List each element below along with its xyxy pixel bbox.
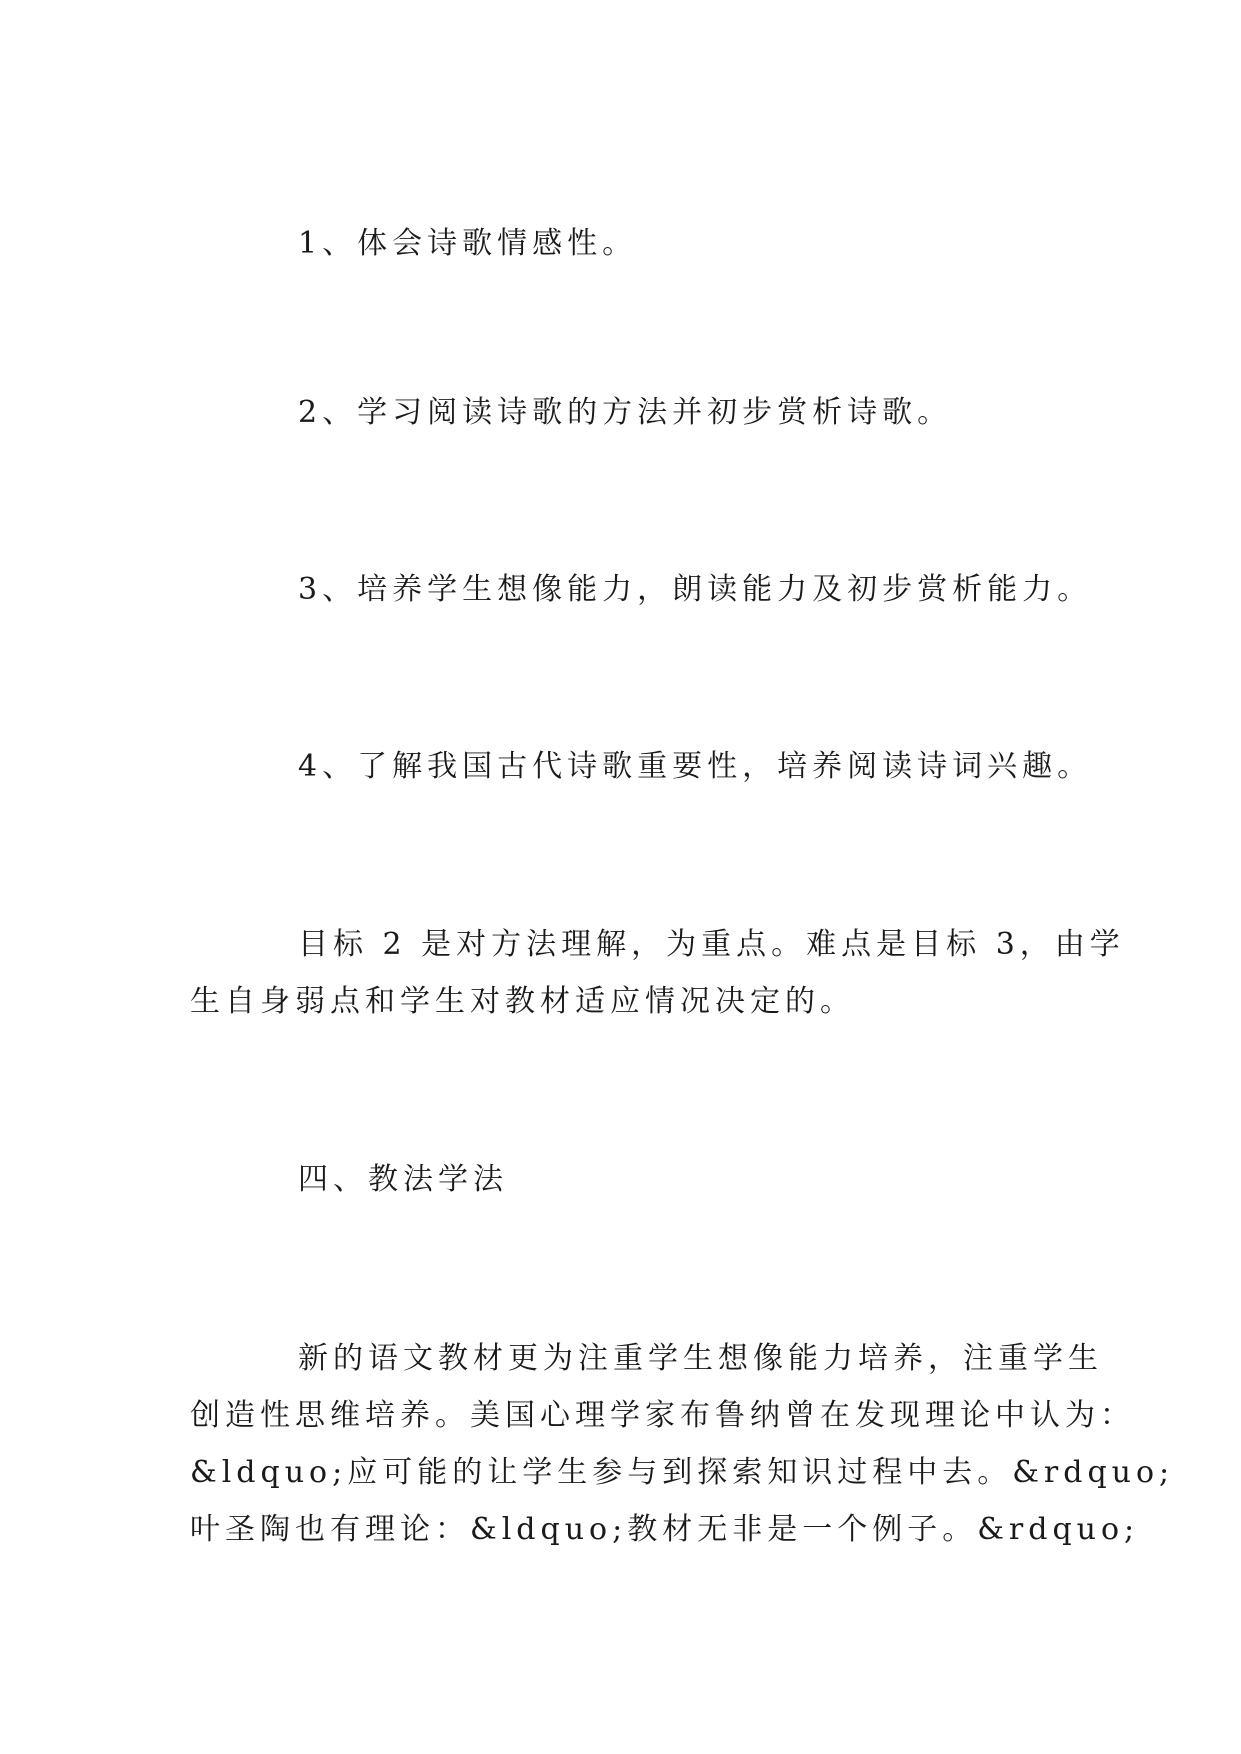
goal-paragraph-line-1: 目标 2 是对方法理解，为重点。难点是目标 3，由学 — [298, 927, 1125, 962]
objective-item-3: 3、培养学生想像能力，朗读能力及初步赏析能力。 — [298, 572, 1093, 607]
objective-item-4: 4、了解我国古代诗歌重要性，培养阅读诗词兴趣。 — [298, 749, 1093, 784]
method-paragraph-line-1: 新的语文教材更为注重学生想像能力培养，注重学生 — [298, 1341, 1103, 1376]
method-paragraph-line-4: 叶圣陶也有理论：&ldquo;教材无非是一个例子。&rdquo; — [190, 1512, 1140, 1547]
section-heading: 四、教法学法 — [298, 1162, 508, 1197]
method-paragraph-line-2: 创造性思维培养。美国心理学家布鲁纳曾在发现理论中认为： — [190, 1398, 1135, 1433]
objective-item-2: 2、学习阅读诗歌的方法并初步赏析诗歌。 — [298, 395, 953, 430]
method-paragraph-line-3: &ldquo;应可能的让学生参与到探索知识过程中去。&rdquo; — [190, 1455, 1175, 1490]
goal-paragraph-line-2: 生自身弱点和学生对教材适应情况决定的。 — [190, 984, 855, 1019]
objective-item-1: 1、体会诗歌情感性。 — [298, 226, 638, 261]
